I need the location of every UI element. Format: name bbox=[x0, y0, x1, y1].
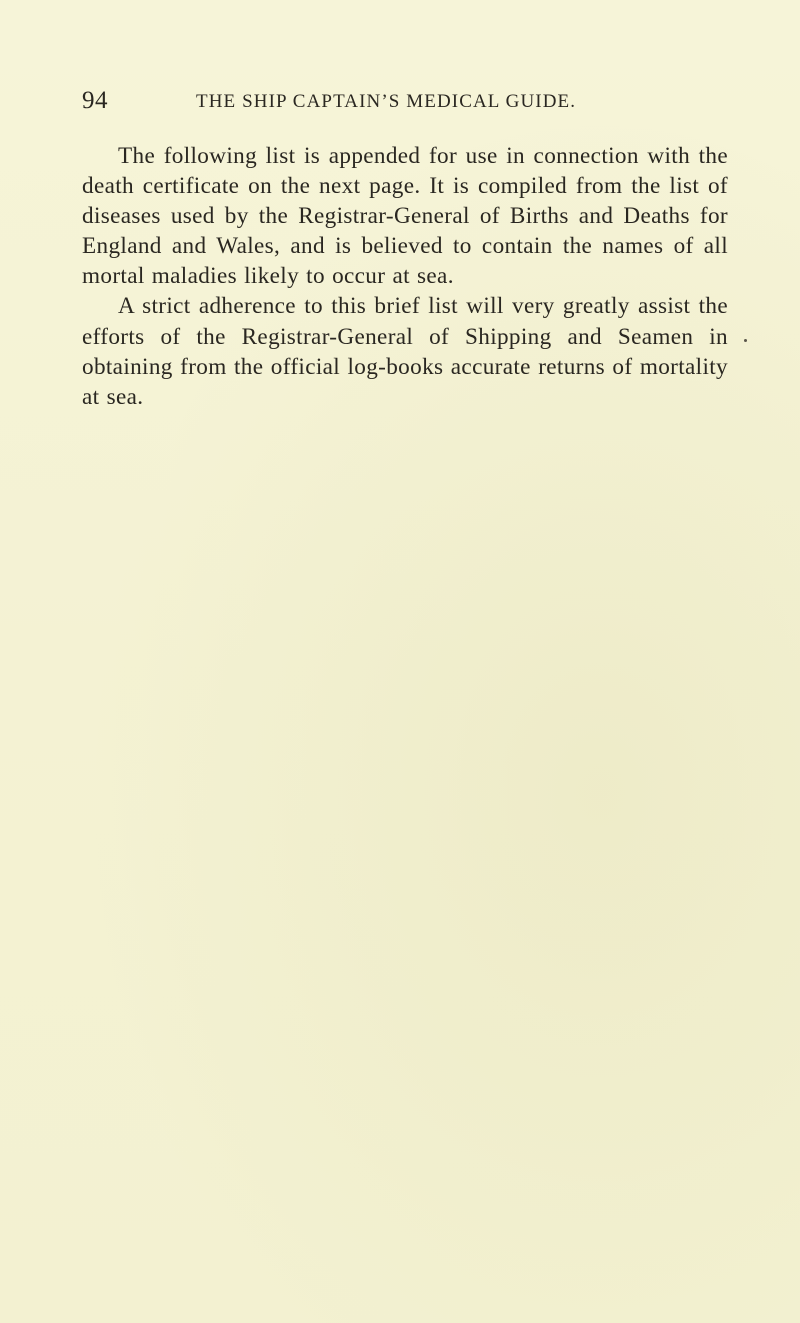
page-number: 94 bbox=[82, 87, 108, 114]
paragraph: A strict adherence to this brief list will very greatly assist the efforts of the Registrar-General of Shipping and Seamen in obtaining from the official log-books accurate returns of mortality at sea. bbox=[82, 293, 728, 410]
body-text bbox=[82, 141, 728, 412]
running-title: THE SHIP CAPTAIN’S MEDICAL GUIDE. bbox=[196, 91, 577, 112]
margin-speck bbox=[744, 339, 747, 342]
running-head bbox=[82, 86, 720, 116]
paragraph: The following list is appended for use in connection with the death certificate on the next page. It is compiled from the list of diseases used by the Registrar-General of Births and Deaths for England and Wales, and is believed to contain the names of all mortal maladies likely to occur at sea. bbox=[82, 143, 728, 290]
